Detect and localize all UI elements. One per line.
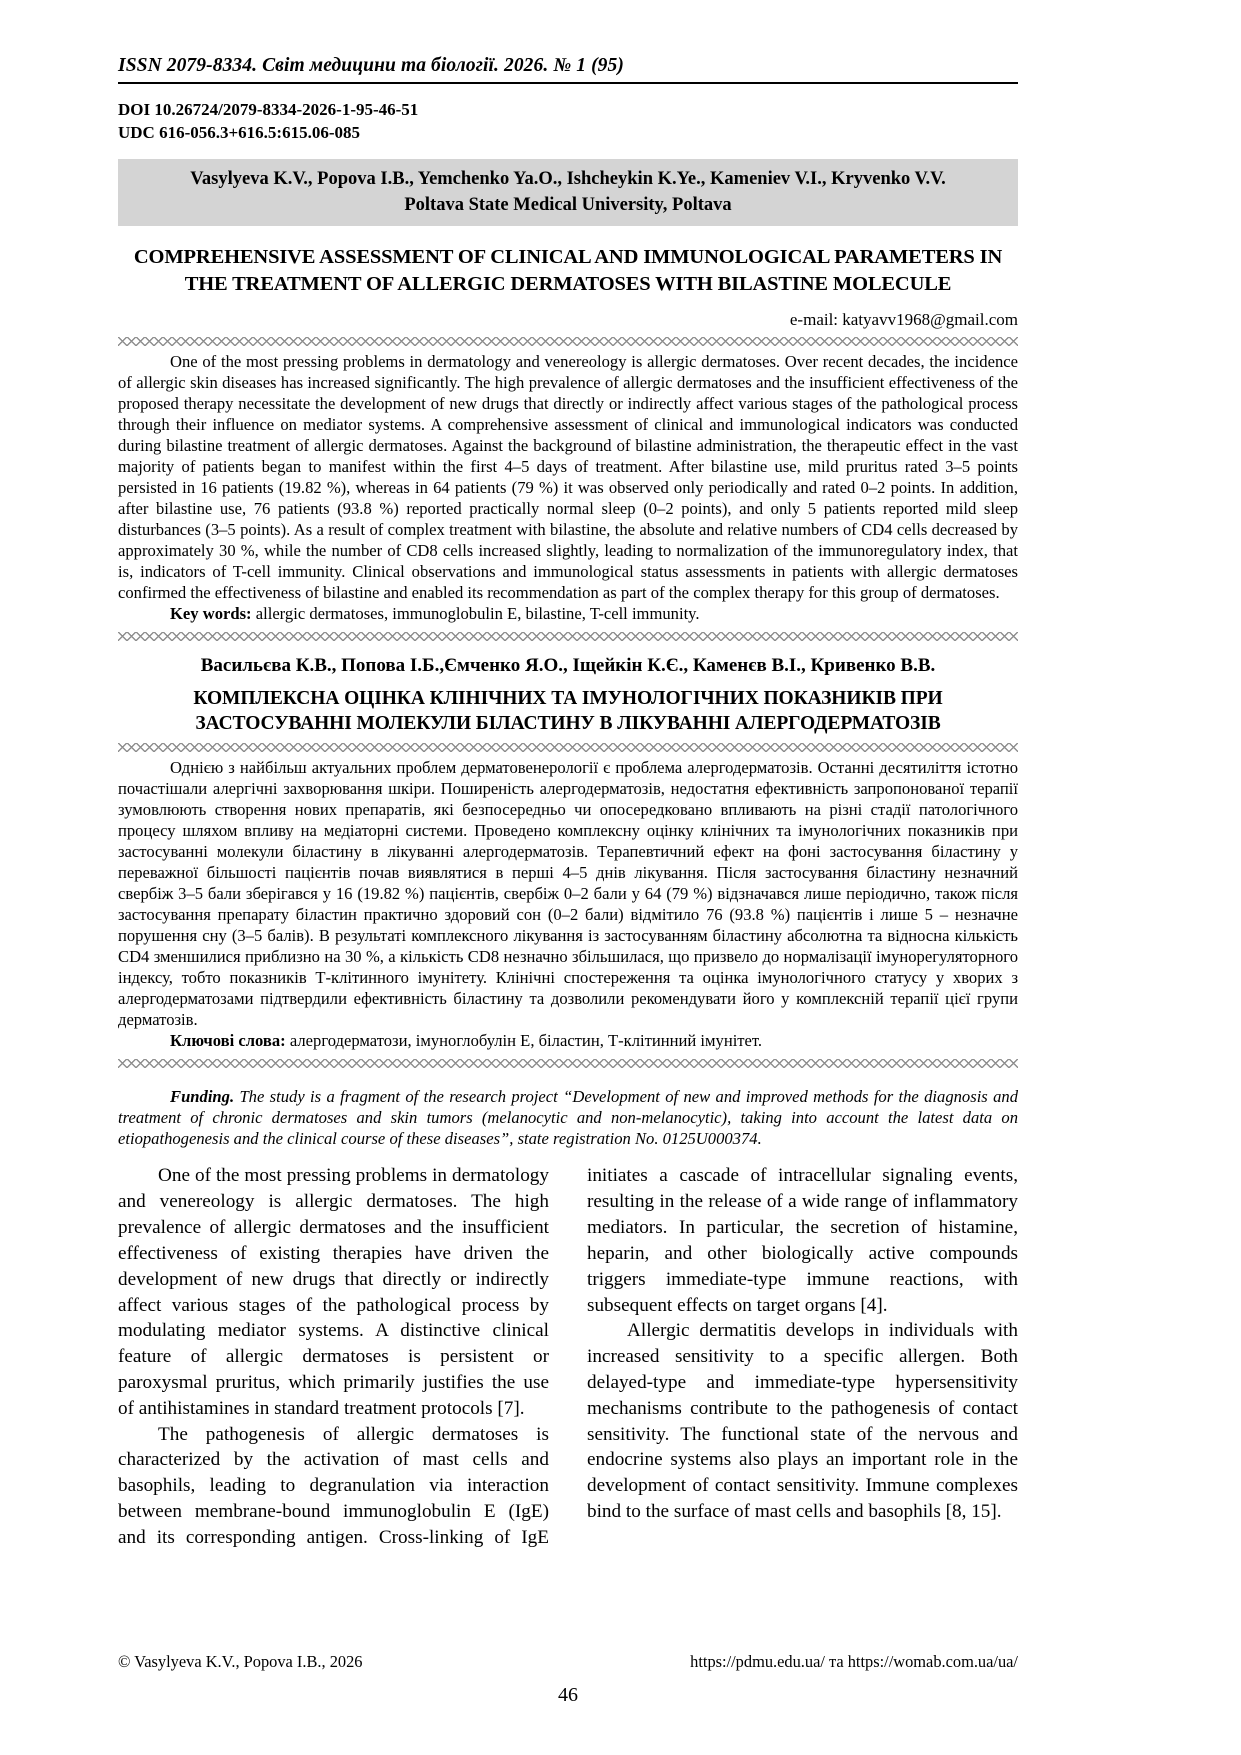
keywords-ua-label: Ключові слова: <box>170 1031 286 1051</box>
funding-label: Funding. <box>170 1087 235 1107</box>
abstract-en-text: One of the most pressing problems in dermatology and venereology is allergic dermatoses. Over recent decades, the incidence of allergic skin diseases has increased significantly. The high prevalence of allergic dermatoses and the insufficient effectiveness of the proposed therapy necessitate the development of new drugs that directly or indirectly affect various stages of the pathological process through their influence on mediator systems. A comprehensive assessment of clinical and immunological indicators was conducted during bilastine treatment of allergic dermatoses. Against the background of bilastine administration, the therapeutic effect in the vast majority of patients began to manifest within the first 4–5 days of treatment. After bilastine use, mild pruritus rated 3–5 points persisted in 16 patients (19.82 %), whereas in 64 patients (79 %) it was observed only periodically and rated 0–2 points. In addition, after bilastine use, 76 patients (93.8 %) reported practically normal sleep (0–2 points), and only 5 patients reported mild sleep disturbances (3–5 points). As a result of complex treatment with bilastine, the absolute and relative numbers of CD4 cells decreased by approximately 30 %, while the number of CD8 cells increased slightly, leading to normalization of the immunoregulatory index, that is, indicators of T-cell immunity. Clinical observations and immunological status assessments in patients with allergic dermatoses confirmed the effectiveness of bilastine and enabled its recommendation as part of the complex therapy for this group of dermatoses. <box>118 351 1018 602</box>
title-en: COMPREHENSIVE ASSESSMENT OF CLINICAL AND IMMUNOLOGICAL PARAMETERS IN THE TREATMENT OF ALLERGIC DERMATOSES WITH BILASTINE MOLECULE <box>133 246 1003 295</box>
zigzag-divider-bottom <box>118 1059 1018 1068</box>
running-head-rule <box>118 82 1018 84</box>
identifier-block <box>118 98 1018 145</box>
keywords-en-text: allergic dermatoses, immunoglobulin E, bilastine, T-cell immunity. <box>255 603 700 623</box>
author-affiliation-band <box>118 159 1018 227</box>
keywords-ua <box>118 1031 1018 1052</box>
zigzag-divider-ua-top <box>118 743 1018 752</box>
article-body <box>118 1163 1018 1593</box>
journal-urls: https://pdmu.edu.ua/ та https://womab.com.ua/ua/ <box>690 1652 1018 1671</box>
abstract-en <box>118 352 1018 625</box>
doi-line: DOI 10.26724/2079-8334-2026-1-95-46-51 <box>118 100 419 119</box>
body-paragraph: Allergic dermatitis develops in individuals with increased sensitivity to a specific allergen. Both delayed-type and immediate-type hypersensitivity mechanisms contribute to the pathogenesis of contact sensitivity. The functional state of the nervous and endocrine systems also plays an important role in the development of contact sensitivity. Immune complexes bind to the surface of mast cells and basophils [8, 15]. <box>587 1320 1018 1523</box>
funding-note <box>118 1086 1018 1149</box>
contact-email: e-mail: katyavv1968@gmail.com <box>789 309 1018 329</box>
keywords-en-label: Key words: <box>170 603 252 623</box>
keywords-ua-text: алергодерматози, імуноглобулін Е, біластин, Т-клітинний імунітет. <box>289 1031 763 1051</box>
body-paragraph: One of the most pressing problems in dermatology and venereology is allergic dermatoses. The high prevalence of allergic dermatoses and the insufficient effectiveness of existing therapies have driven the development of new drugs that directly or indirectly affect various stages of the pathological process by modulating mediator systems. A distinctive clinical feature of allergic dermatoses is persistent or paroxysmal pruritus, which primarily justifies the use of antihistamines in standard treatment protocols [7]. <box>118 1165 549 1419</box>
running-head: ISSN 2079-8334. Світ медицини та біології. 2026. № 1 (95) <box>118 55 624 76</box>
keywords-en <box>118 604 1018 625</box>
abstract-ua <box>118 758 1018 1052</box>
authors-en: Vasylyeva K.V., Popova I.B., Yemchenko Ya.O., Ishcheykin K.Ye., Kameniev V.I., Kryvenko V.V. <box>190 168 946 189</box>
page-content <box>118 55 1018 1593</box>
copyright-notice: © Vasylyeva K.V., Popova I.B., 2026 <box>118 1652 363 1671</box>
page-footer <box>118 1652 1018 1707</box>
abstract-ua-text: Однією з найбільш актуальних проблем дерматовенерології є проблема алергодерматозів. Останні десятиліття істотно почастішали алергічні захворювання шкіри. Поширеність алергодерматозів, недостатня ефективність запропонованої терапії зумовлюють створення нових препаратів, які безпосередньо чи опосередковано впливають на різні стадії патологічного процесу шляхом впливу на медіаторні системи. Проведено комплексну оцінку клінічних та імунологічних показників при застосуванні молекули біластину в лікуванні алергодерматозів. Терапевтичний ефект на фоні застосування біластину у переважної більшості пацієнтів почав виявлятися в перші 4–5 днів лікування. Після застосування біластину незначний свербіж 3–5 бали зберігався у 16 (19.82 %) пацієнтів, свербіж 0–2 бали у 64 (79 %) відзначався лише періодично, також після застосування препарату біластин практично здоровий сон (0–2 бали) відмітило 76 (93.8 %) пацієнтів і лише 5 – незначне порушення сну (3–5 балів). В результаті комплексного лікування із застосуванням біластину абсолютна та відносна кількість CD4 зменшилися приблизно на 30 %, а кількість CD8 незначно збільшилася, що призвело до нормалізації імунорегуляторного індексу, тобто показників Т-клітинного імунітету. Клінічні спостереження та оцінка імунологічного статусу у хворих з алергодерматозами підтвердили ефективність біластину та дозволили рекомендувати його у комплексній терапії цієї групи дерматозів. <box>118 758 1018 1030</box>
authors-ua: Васильєва К.В., Попова І.Б.,Ємченко Я.О., Іщейкін К.Є., Каменєв В.І., Кривенко В.В. <box>200 654 936 676</box>
affiliation-en: Poltava State Medical University, Poltava <box>404 195 732 216</box>
body-paragraph: The pathogenesis of allergic dermatoses is characterized by the activation of mast cells and basophils, leading to degranulation via interaction between membrane-bound immunoglobulin E (IgE) and its corresponding antigen. Cross-linking of IgE initiates a cascade of intracellular signaling events, resulting in the release of a wide range of inflammatory mediators. In particular, the secretion of histamine, heparin, and other biologically active compounds triggers immediate-type immune reactions, with subsequent effects on target organs [4]. <box>118 1165 1018 1548</box>
page-number: 46 <box>558 1684 578 1706</box>
zigzag-divider-middle <box>118 632 1018 641</box>
udc-line: UDC 616-056.3+616.5:615.06-085 <box>118 123 361 143</box>
funding-text: The study is a fragment of the research project “Development of new and improved methods for the diagnosis and treatment of chronic dermatoses and skin tumors (melanocytic and non-melanocytic), taking into account the latest data on etiopathogenesis and the clinical course of these diseases”, state registration No. 0125U000374. <box>118 1087 1018 1149</box>
title-ua: КОМПЛЕКСНА ОЦІНКА КЛІНІЧНИХ ТА ІМУНОЛОГІЧНИХ ПОКАЗНИКІВ ПРИ ЗАСТОСУВАННІ МОЛЕКУЛИ БІЛАСТИНУ В ЛІКУВАННІ АЛЕРГОДЕРМАТОЗІВ <box>193 687 943 735</box>
zigzag-divider-top <box>118 337 1018 346</box>
footer-row <box>118 1652 1018 1672</box>
